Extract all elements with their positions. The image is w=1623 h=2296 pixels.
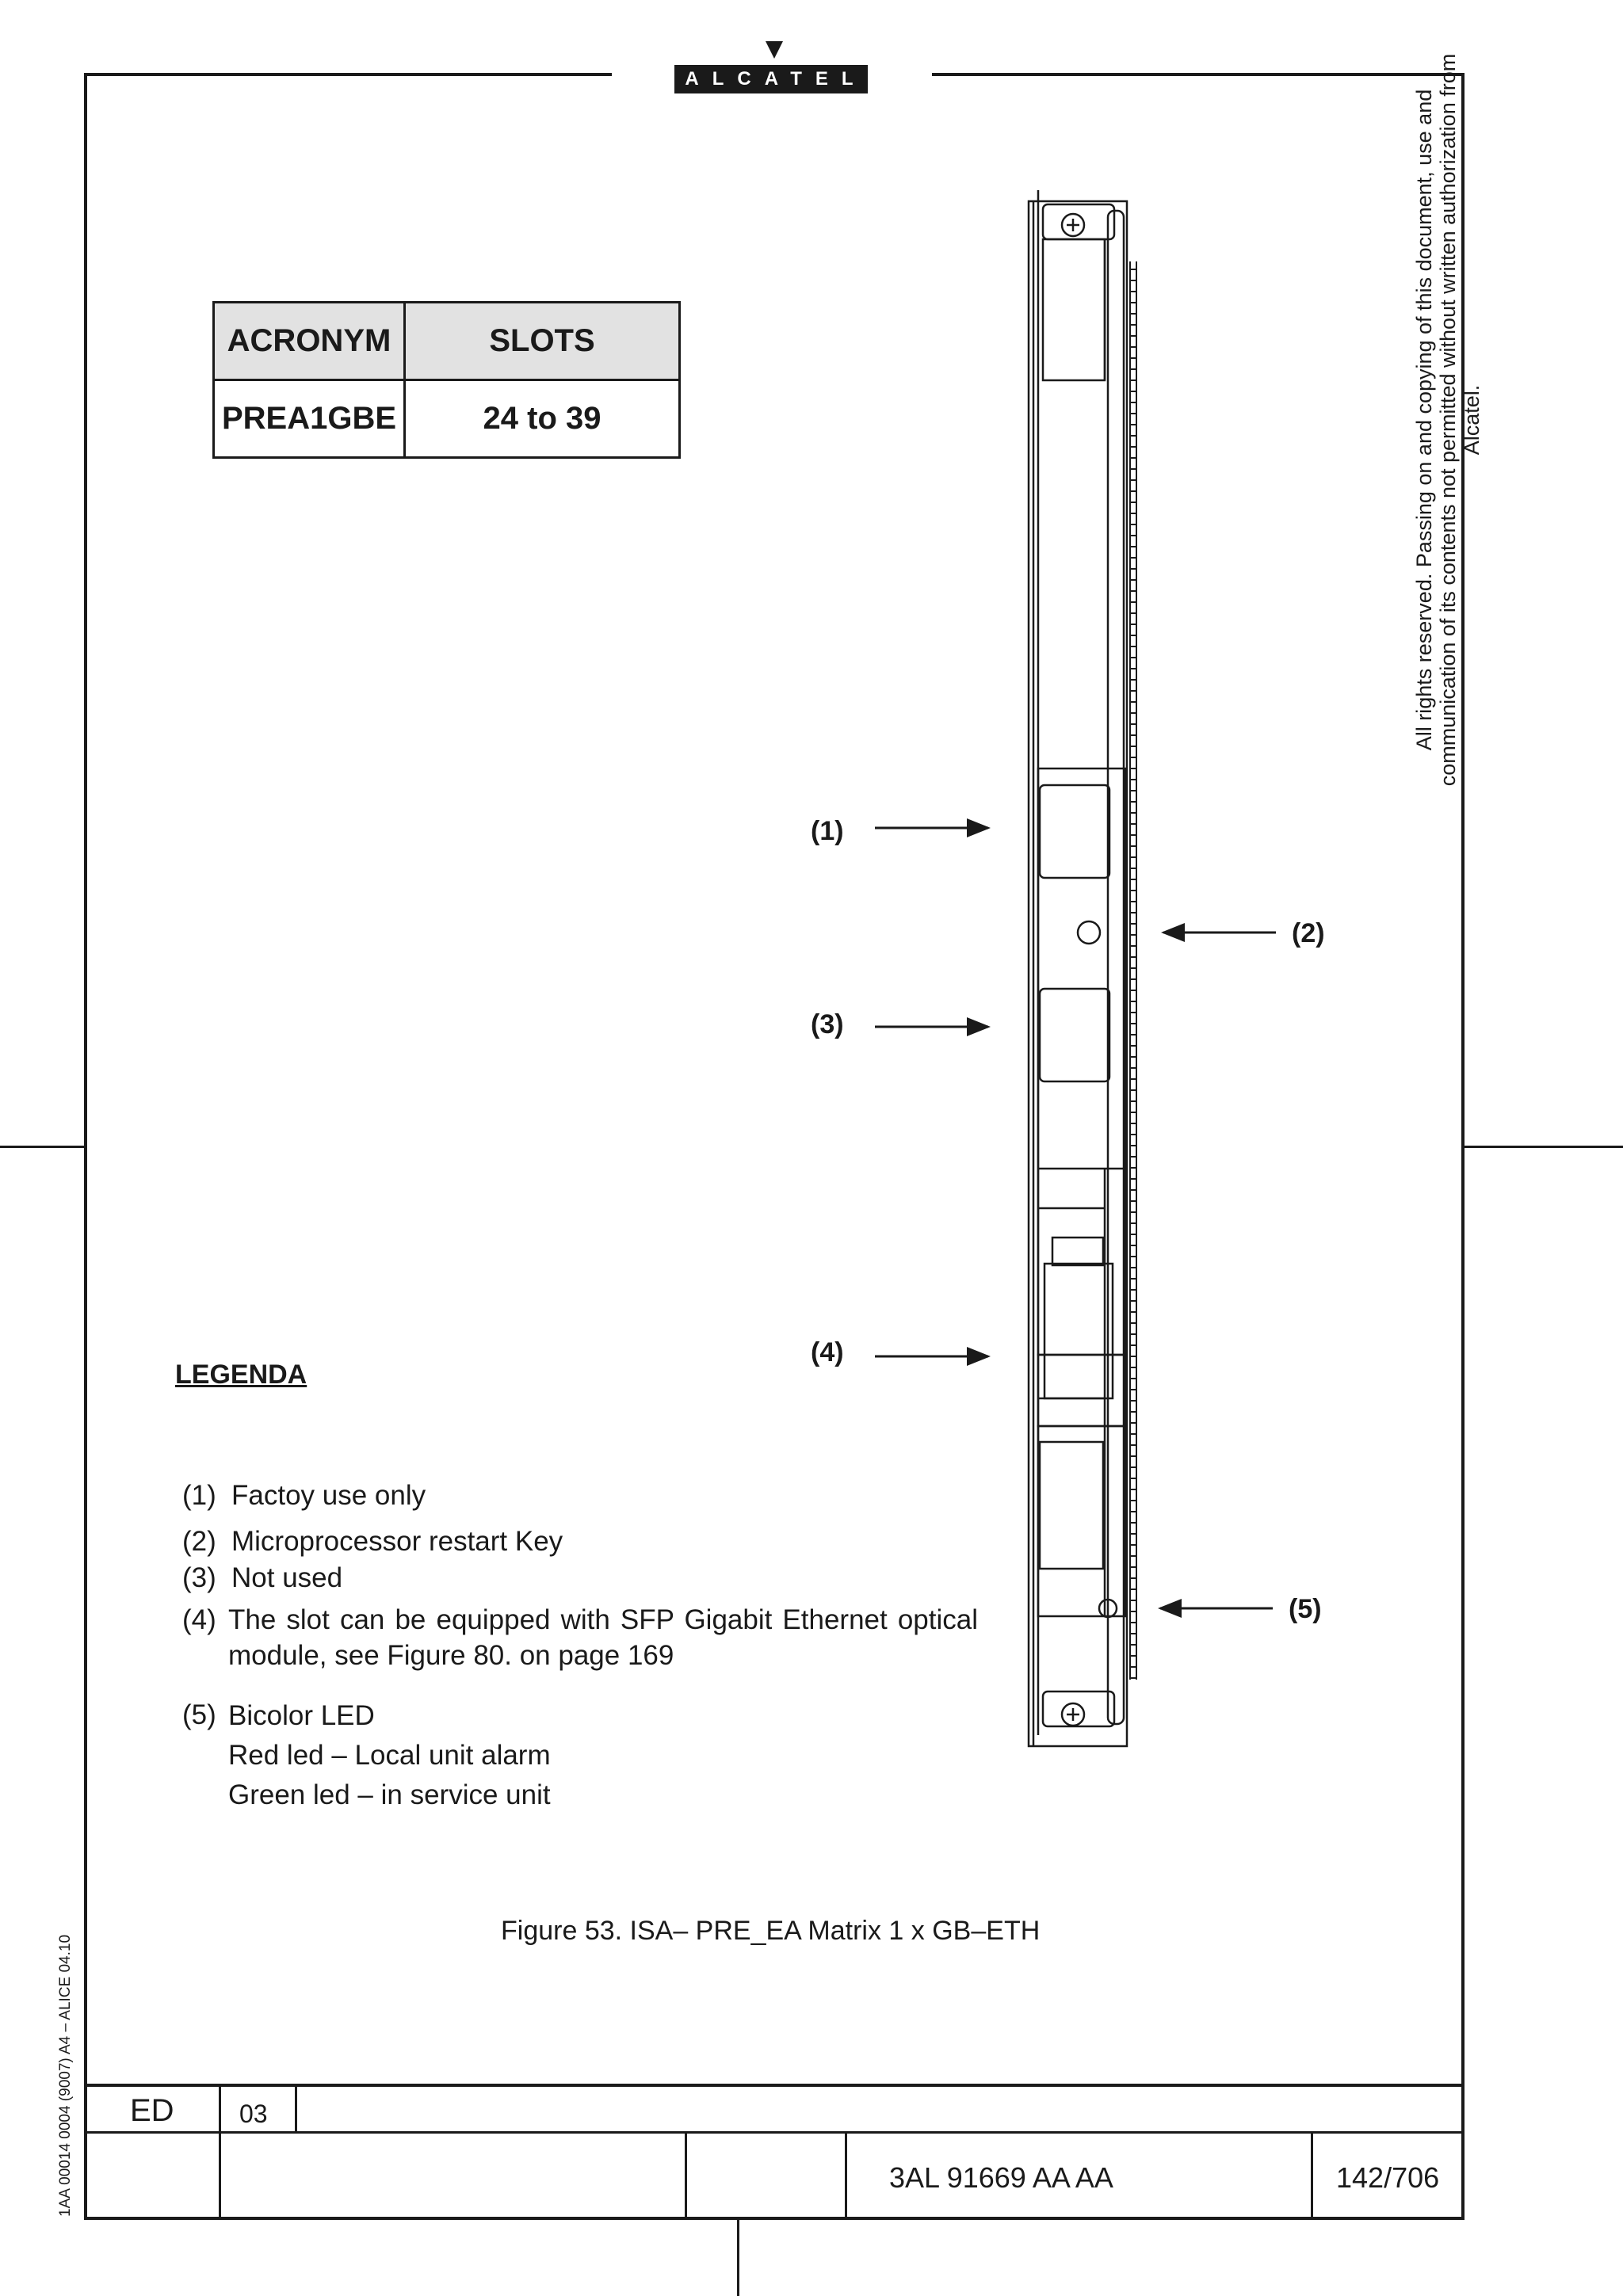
bottom-fold-mark — [737, 2220, 739, 2296]
footer-ed-label: ED — [130, 2093, 174, 2128]
fold-mark-left — [0, 1146, 84, 1148]
table-cell-slots: 24 to 39 — [405, 380, 680, 458]
legend-num-2: (2) — [182, 1526, 216, 1557]
callout-4: (4) — [811, 1337, 844, 1367]
footer-ed-value: 03 — [239, 2100, 268, 2128]
footer-page-number: 142/706 — [1336, 2161, 1440, 2194]
legend-text-4a: The slot can be equipped with SFP Gigabit Ethernet optical — [228, 1604, 978, 1635]
table-header-acronym: ACRONYM — [214, 303, 405, 380]
legend-text-5a: Bicolor LED — [228, 1700, 375, 1731]
callout-3: (3) — [811, 1009, 844, 1039]
acronym-table — [212, 301, 681, 459]
legend-text-5b: Red led – Local unit alarm — [228, 1740, 551, 1771]
footer-doc-code: 3AL 91669 AA AA — [889, 2161, 1113, 2194]
footer-bottom-line — [84, 2217, 1465, 2220]
legend-num-1: (1) — [182, 1480, 216, 1511]
table-cell-acronym: PREA1GBE — [214, 380, 405, 458]
legend-text-2: Microprocessor restart Key — [231, 1526, 563, 1557]
legend-num-4: (4) — [182, 1604, 216, 1635]
footer-mid-line — [84, 2131, 1465, 2134]
footer-top-line — [84, 2084, 1465, 2087]
callout-2: (2) — [1292, 918, 1325, 948]
footer-div-1 — [219, 2084, 221, 2218]
footer-div-5 — [1311, 2131, 1313, 2218]
legend-title: LEGENDA — [175, 1360, 307, 1390]
frame-top-left — [84, 73, 612, 76]
footer-div-2 — [295, 2084, 297, 2131]
logo-triangle — [766, 41, 783, 59]
legend-text-1: Factoy use only — [231, 1480, 426, 1511]
frame-left — [84, 73, 87, 2220]
legend-num-5: (5) — [182, 1699, 216, 1730]
form-code: 1AA 00014 0004 (9007) A4 – ALICE 04.10 — [57, 1934, 74, 2217]
footer-div-4 — [845, 2131, 847, 2218]
callout-5: (5) — [1289, 1594, 1322, 1624]
legend-text-5c: Green led – in service unit — [228, 1779, 551, 1810]
fold-mark-right — [1465, 1146, 1623, 1148]
footer-div-3 — [685, 2131, 687, 2218]
figure-caption: Figure 53. ISA– PRE_EA Matrix 1 x GB–ETH — [501, 1916, 1041, 1946]
legend-text-4b: module, see Figure 80. on page 169 — [228, 1640, 674, 1671]
callout-1: (1) — [811, 816, 844, 846]
legend-text-3: Not used — [231, 1562, 343, 1593]
copyright-notice: All rights reserved. Passing on and copying of this document, use and communication of its contents not permitted without written authorization from Alcatel. — [1412, 53, 1484, 787]
table-header-slots: SLOTS — [405, 303, 680, 380]
legend-num-3: (3) — [182, 1562, 216, 1593]
alcatel-logo: ALCATEL — [674, 65, 868, 93]
frame-top-right — [932, 73, 1465, 76]
callout-arrows — [864, 808, 1339, 1648]
